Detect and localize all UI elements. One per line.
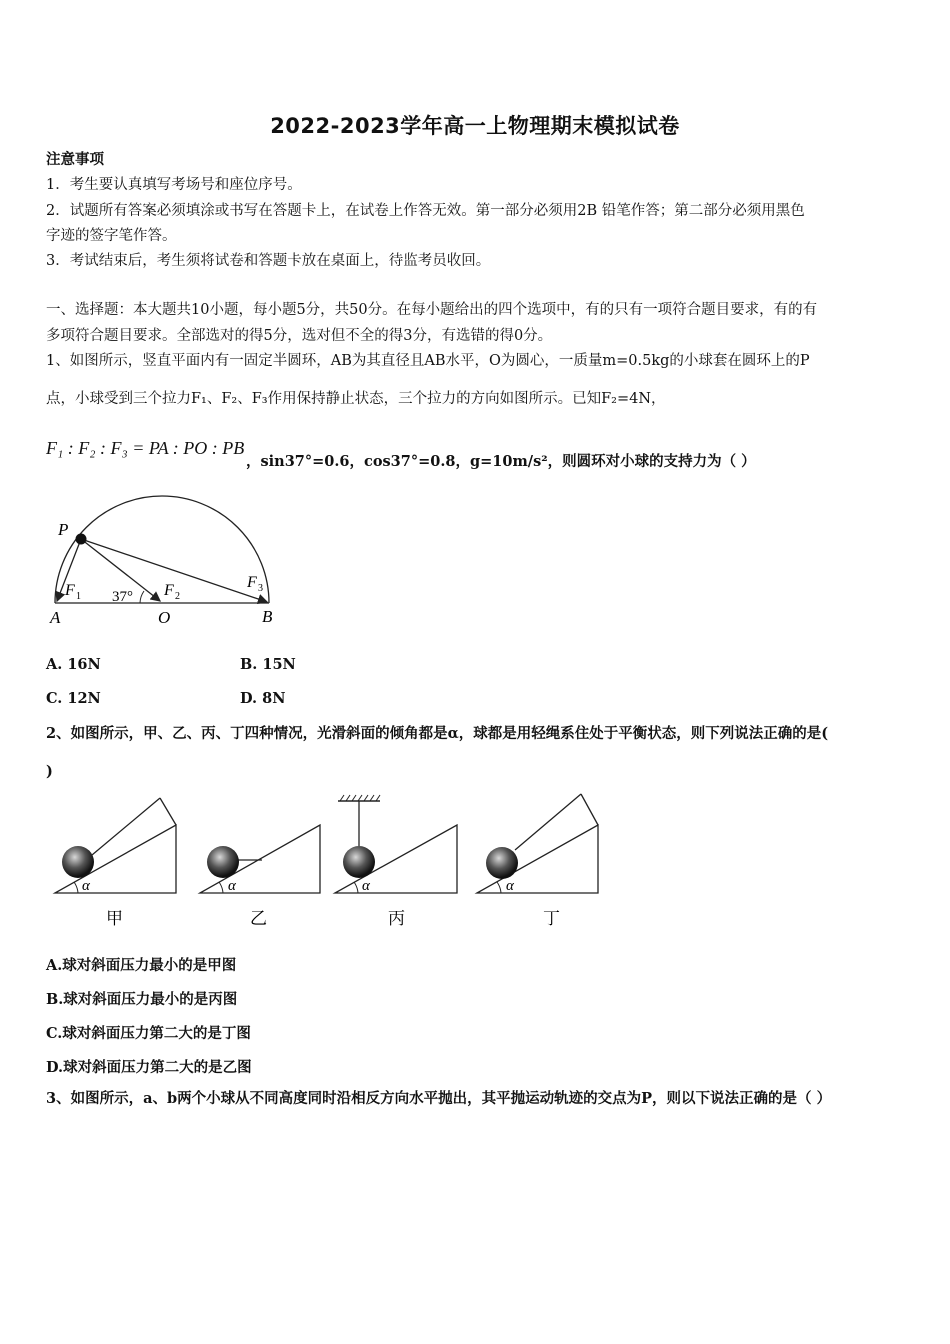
question-2-option-d[interactable]: D.球对斜面压力第二大的是乙图 <box>46 1059 252 1076</box>
section-instructions: 一、选择题：本大题共10小题，每小题5分，共50分。在每小题给出的四个选项中，有的只有一项符合题目要求，有的有 <box>46 302 818 318</box>
question-1-option-b[interactable]: B. 15N <box>240 656 296 673</box>
label-a: A <box>50 608 61 627</box>
page-title: 2022-2023学年高一上物理期末模拟试卷 <box>270 114 680 138</box>
diagram-yi <box>200 825 320 928</box>
label-alpha: α <box>82 878 90 894</box>
notice-item: 2．试题所有答案必须填涂或书写在答题卡上，在试卷上作答无效。第一部分必须用2B 铅笔作答；第二部分必须用黑色 <box>46 203 805 219</box>
label-alpha: α <box>362 878 370 894</box>
label-b: B <box>262 607 273 626</box>
notice-item: 1．考生要认真填写考场号和座位序号。 <box>46 177 302 193</box>
notice-item: 字迹的签字笔作答。 <box>46 228 177 244</box>
ball <box>207 846 239 878</box>
label-o: O <box>158 608 171 627</box>
ball <box>486 847 518 879</box>
question-2-figure <box>40 790 620 935</box>
question-2-text: 2、如图所示，甲、乙、丙、丁四种情况，光滑斜面的倾角都是α，球都是用轻绳系住处于平衡状态，则下列说法正确的是( <box>46 725 829 742</box>
question-1-text: 点，小球受到三个拉力F₁、F₂、F₃作用保持静止状态，三个拉力的方向如图所示。已知F₂=4N， <box>46 391 666 407</box>
label-alpha: α <box>228 878 236 894</box>
ball <box>343 846 375 878</box>
label-yi: 乙 <box>250 909 267 928</box>
diagram-bing <box>335 795 457 928</box>
question-1-option-a[interactable]: A. 16N <box>46 656 101 673</box>
label-f2: F <box>164 582 174 599</box>
label-f3: F <box>247 574 257 591</box>
question-1-text: 1、如图所示，竖直平面内有一固定半圆环，AB为其直径且AB水平，O为圆心，一质量m=0.5kg的小球套在圆环上的P <box>46 353 810 369</box>
question-1-figure <box>40 495 300 635</box>
question-3-text: 3、如图所示，a、b两个小球从不同高度同时沿相反方向水平抛出，其平抛运动轨迹的交点为P，则以下说法正确的是（ ） <box>46 1090 832 1107</box>
notice-heading: 注意事项 <box>46 151 104 168</box>
label-bing: 丙 <box>388 909 405 928</box>
label-alpha: α <box>506 878 514 894</box>
question-1-option-d[interactable]: D. 8N <box>240 690 286 707</box>
label-f3-sub: 3 <box>258 583 263 594</box>
question-2-option-c[interactable]: C.球对斜面压力第二大的是丁图 <box>46 1025 251 1042</box>
question-2-option-b[interactable]: B.球对斜面压力最小的是丙图 <box>46 991 238 1008</box>
ball-p <box>76 534 87 545</box>
label-f1-sub: 1 <box>76 591 81 602</box>
question-2-text: ) <box>46 763 53 780</box>
notice-item: 3．考试结束后，考生须将试卷和答题卡放在桌面上，待监考员收回。 <box>46 253 491 269</box>
question-1-formula: F₁ : F₂ : F₃ = PA : PO : PB <box>46 438 245 458</box>
question-1-option-c[interactable]: C. 12N <box>46 690 101 707</box>
label-p: P <box>58 520 69 539</box>
label-jia: 甲 <box>106 909 123 928</box>
section-instructions: 多项符合题目要求。全部选对的得5分，选对但不全的得3分，有选错的得0分。 <box>46 328 553 344</box>
label-angle: 37° <box>112 589 133 605</box>
question-2-option-a[interactable]: A.球对斜面压力最小的是甲图 <box>46 957 237 974</box>
label-f1: F <box>65 582 75 599</box>
label-f2-sub: 2 <box>175 591 180 602</box>
question-1-text: ，sin37°=0.6，cos37°=0.8，g=10m/s²，则圆环对小球的支持力为（ ） <box>246 453 756 470</box>
diagram-ding <box>477 794 598 928</box>
diagram-jia <box>55 798 176 928</box>
label-ding: 丁 <box>543 909 560 928</box>
ball <box>62 846 94 878</box>
